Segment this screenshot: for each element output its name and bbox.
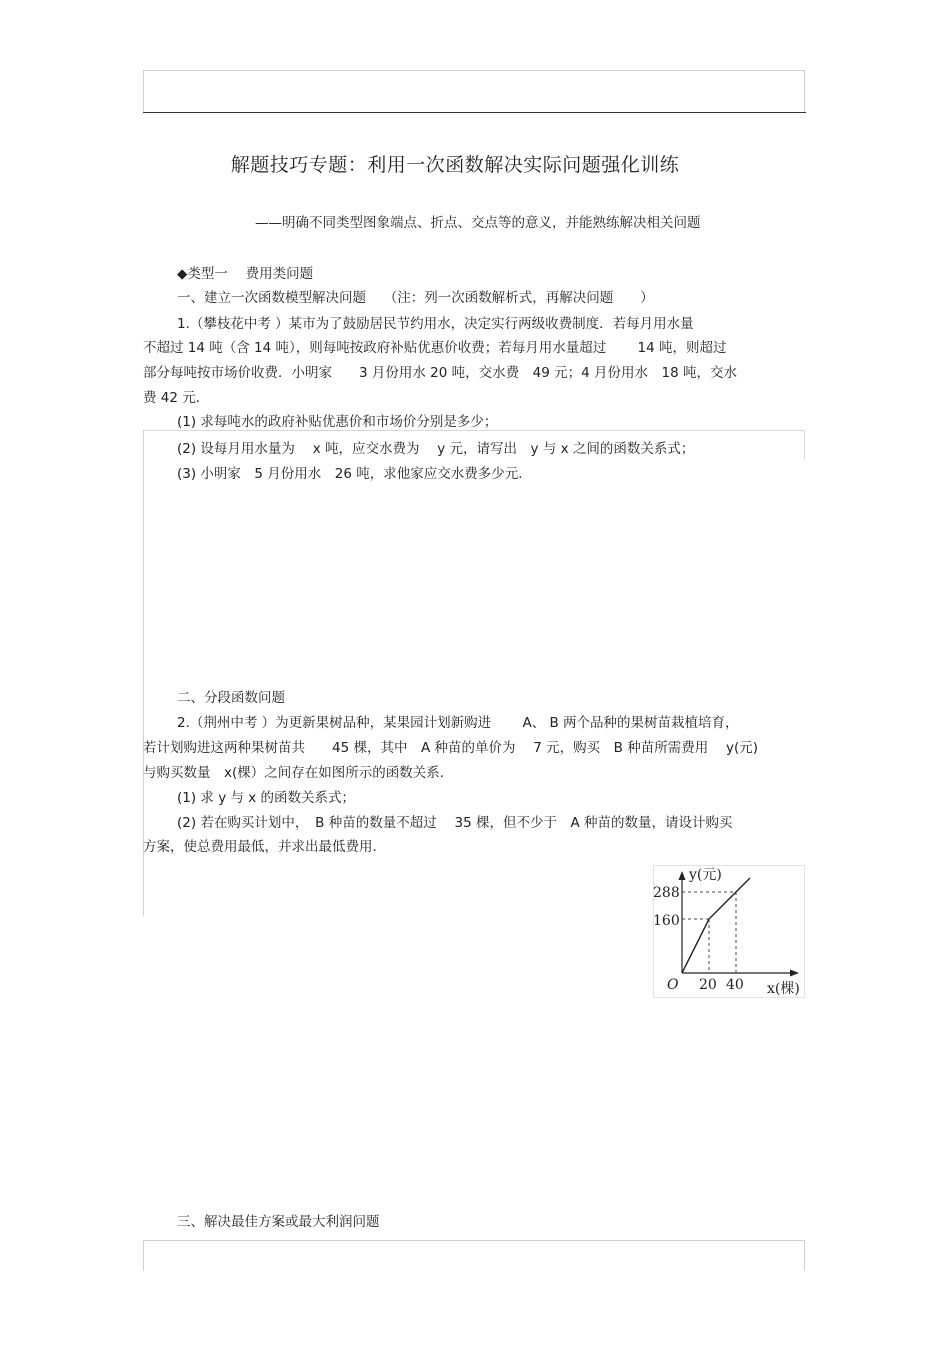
x-axis-arrow	[790, 970, 799, 977]
y-axis-label: y(元)	[689, 867, 722, 883]
answer-frame-right	[804, 430, 805, 460]
section1-heading: 一、建立一次函数模型解决问题 （注：列一次函数解析式，再解决问题 ）	[177, 290, 654, 306]
x-axis-label: x(棵)	[767, 981, 800, 997]
x-tick-20: 20	[699, 977, 717, 993]
y-axis-arrow	[679, 871, 686, 880]
answer-frame-top	[143, 430, 805, 431]
problem1-line1: 1.（攀枝花中考 ）某市为了鼓励居民节约用水，决定实行两级收费制度．若每月用水量	[177, 316, 694, 332]
x-tick-40: 40	[726, 977, 744, 993]
problem2-q1: (1) 求 y 与 x 的函数关系式；	[177, 790, 356, 806]
bottom-box	[143, 1240, 805, 1271]
problem2-line1: 2.（荆州中考 ）为更新果树品种，某果园计划新购进 A、 B 两个品种的果树苗栽植培育，	[177, 715, 739, 731]
problem1-q3: (3) 小明家 5 月份用水 26 吨，求他家应交水费多少元．	[177, 466, 532, 482]
problem2-q2-line1: (2) 若在购买计划中， B 种苗的数量不超过 35 棵，但不少于 A 种苗的数量，请设计购买	[177, 815, 733, 831]
section2-heading: 二、分段函数问题	[177, 690, 285, 706]
problem2-line3: 与购买数量 x(棵）之间存在如图所示的函数关系．	[143, 765, 454, 781]
problem1-q1: (1) 求每吨水的政府补贴优惠价和市场价分别是多少；	[177, 414, 498, 430]
origin-label: O	[667, 977, 679, 993]
problem1-line4: 费 42 元．	[143, 390, 210, 406]
type1-heading: ◆类型一 费用类问题	[177, 266, 314, 282]
y-tick-160: 160	[653, 913, 680, 929]
problem1-q2: (2) 设每月用水量为 x 吨，应交水费为 y 元，请写出 y 与 x 之间的函数关系式；	[177, 441, 695, 457]
header-box	[143, 70, 805, 113]
function-line	[682, 878, 750, 973]
section3-heading: 三、解决最佳方案或最大利润问题	[177, 1214, 380, 1230]
header-rule	[143, 112, 806, 113]
function-graph	[653, 865, 805, 998]
problem1-line2: 不超过 14 吨（含 14 吨），则每吨按政府补贴优惠价收费；若每月用水量超过 14 吨，则超过	[143, 340, 727, 356]
page-subtitle: ——明确不同类型图象端点、折点、交点等的意义，并能熟练解决相关问题	[255, 215, 701, 231]
page-title: 解题技巧专题：利用一次函数解决实际问题强化训练	[230, 154, 680, 176]
problem2-line2: 若计划购进这两种果树苗共 45 棵，其中 A 种苗的单价为 7 元，购买 B 种苗所需费用 y(元)	[143, 740, 759, 756]
y-tick-288: 288	[653, 885, 680, 901]
problem2-q2-line2: 方案，使总费用最低，并求出最低费用．	[143, 839, 386, 855]
problem1-line3: 部分每吨按市场价收费．小明家 3 月份用水 20 吨，交水费 49 元；4 月份用水 18 吨，交水	[143, 365, 737, 381]
